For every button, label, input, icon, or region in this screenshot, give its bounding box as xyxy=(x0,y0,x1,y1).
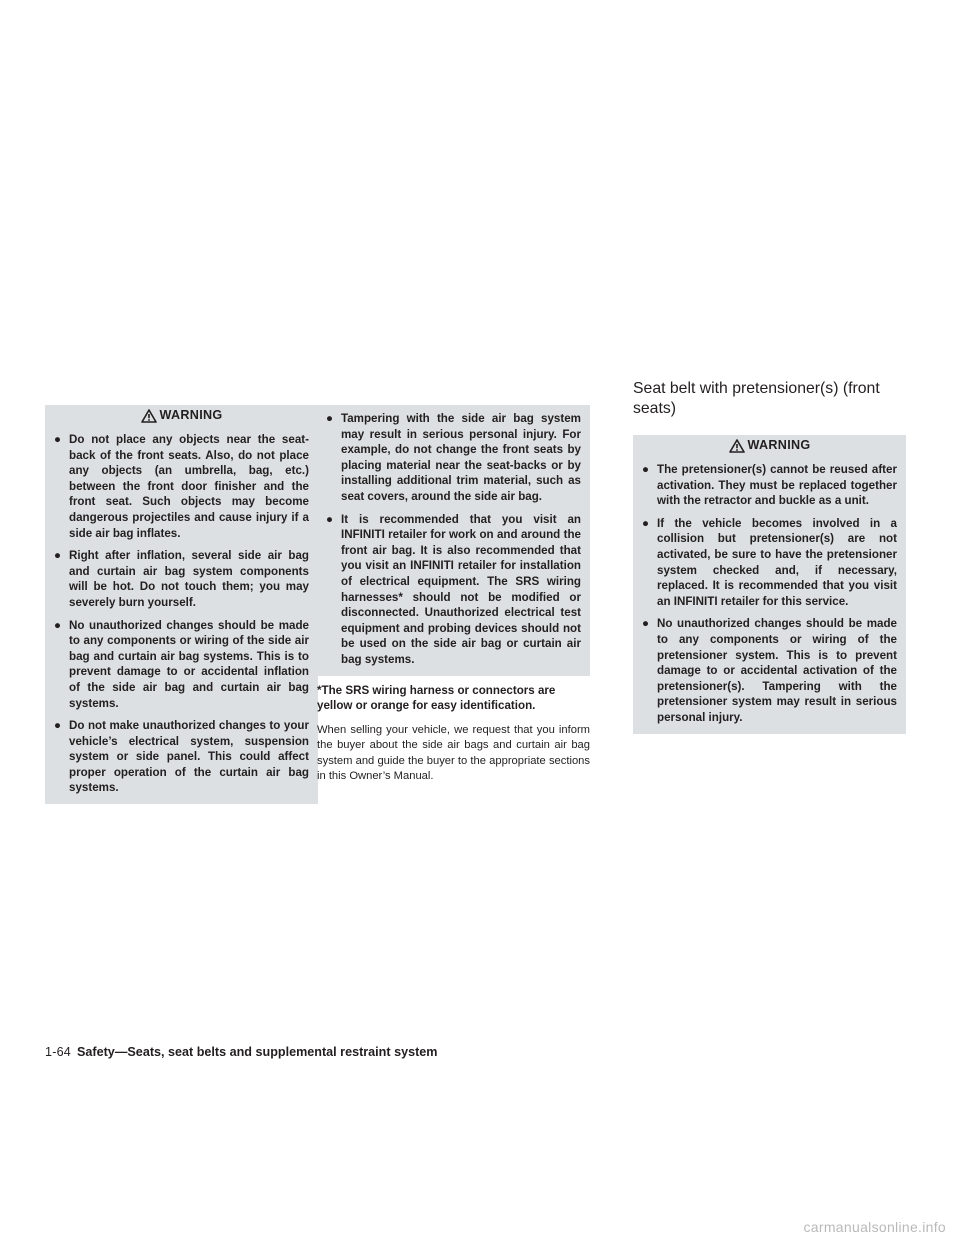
column-middle xyxy=(317,405,590,785)
bullet-dot: ● xyxy=(642,463,650,476)
bullet-dot: ● xyxy=(326,412,334,425)
warning-bullet xyxy=(54,548,309,610)
column-right xyxy=(633,379,906,734)
warning-box-continued xyxy=(317,405,590,676)
warning-bullet xyxy=(642,516,897,610)
warning-label: WARNING xyxy=(747,438,811,453)
warning-bullet-text: It is recommended that you visit an INFINITI retailer for work on and around the front air bag. It is also recommended that you visit an INFINITI retailer for installation of electrical equipment. The SRS wiring harnesses* should not be modified or disconnected. Unauthorized electrical test equipment and probing devices should not be used on the side air bag or curtain air bag systems. xyxy=(341,512,581,666)
warning-bullet-text: Do not place any objects near the seat-back of the front seats. Also, do not place any objects (an umbrella, bag, etc.) between the front door finisher and the front seat. Such objects may become dangerous projectiles and cause injury if a side air bag inflates. xyxy=(69,433,309,540)
warning-header xyxy=(45,405,318,427)
warning-bullet-text: The pretensioner(s) cannot be reused after activation. They must be replaced together with the retractor and buckle as a unit. xyxy=(657,463,897,508)
warning-triangle-icon xyxy=(729,439,745,453)
selling-vehicle-paragraph: When selling your vehicle, we request that you inform the buyer about the side air bags and curtain air bag system and guide the buyer to the appropriate sections in this Owner’s Manual. xyxy=(317,723,590,783)
column-left xyxy=(45,405,318,804)
bullet-dot: ● xyxy=(54,433,62,446)
page-footer xyxy=(45,1045,437,1059)
warning-bullet-text: Right after inflation, several side air bag and curtain air bag system components will be hot. Do not touch them; you may severely burn yourself. xyxy=(69,549,309,609)
warning-bullet-text: Do not make unauthorized changes to your vehicle’s electrical system, suspension system or side panel. This could affect proper operation of the curtain air bag systems. xyxy=(69,719,309,795)
warning-bullet-text: If the vehicle becomes involved in a collision but pretensioner(s) are not activated, be sure to have the pretensioner system checked and, if necessary, replaced. It is recommended that you visit an INFINITI retailer for this service. xyxy=(657,516,897,608)
watermark: carmanualsonline.info xyxy=(803,1219,946,1235)
bullet-dot: ● xyxy=(54,618,62,632)
warning-bullet-text: No unauthorized changes should be made to any components or wiring of the pretensioner system. This is to prevent damage to or accidental activation of the pretensioner(s). Tampering with the pretensioner system may result in serious personal injury. xyxy=(657,617,897,724)
chapter-title: Safety—Seats, seat belts and supplemental restraint system xyxy=(77,1045,438,1059)
bullet-dot: ● xyxy=(54,549,62,563)
warning-bullet-text: No unauthorized changes should be made to any components or wiring of the side air bag and curtain air bag systems. This is to prevent damage to or accidental inflation of the side air bag and curtain air bag systems. xyxy=(69,618,309,710)
warning-triangle-icon xyxy=(141,409,157,423)
bullet-dot: ● xyxy=(642,516,650,530)
warning-label: WARNING xyxy=(159,408,223,423)
warning-bullet xyxy=(54,718,309,796)
warning-bullet-text: Tampering with the side air bag system may result in serious personal injury. For example, do not change the front seats by placing material near the seat-backs or by installing additional trim material, such as seat covers, around the side air bag. xyxy=(341,412,581,503)
warning-header xyxy=(633,435,906,457)
warning-bullet xyxy=(326,411,581,505)
page-number: 1-64 xyxy=(45,1045,72,1059)
section-heading: Seat belt with pretensioner(s) (front seats) xyxy=(633,380,880,417)
warning-box xyxy=(45,405,318,804)
bullet-dot: ● xyxy=(54,719,62,733)
warning-bullet xyxy=(642,616,897,725)
warning-bullet xyxy=(54,432,309,541)
bullet-dot: ● xyxy=(326,512,334,526)
warning-bullet xyxy=(642,462,897,509)
bullet-dot: ● xyxy=(642,617,650,631)
warning-bullet xyxy=(326,512,581,668)
warning-box xyxy=(633,435,906,734)
srs-wiring-note: *The SRS wiring harness or connectors are yellow or orange for easy identification. xyxy=(317,683,556,713)
warning-bullet xyxy=(54,618,309,712)
